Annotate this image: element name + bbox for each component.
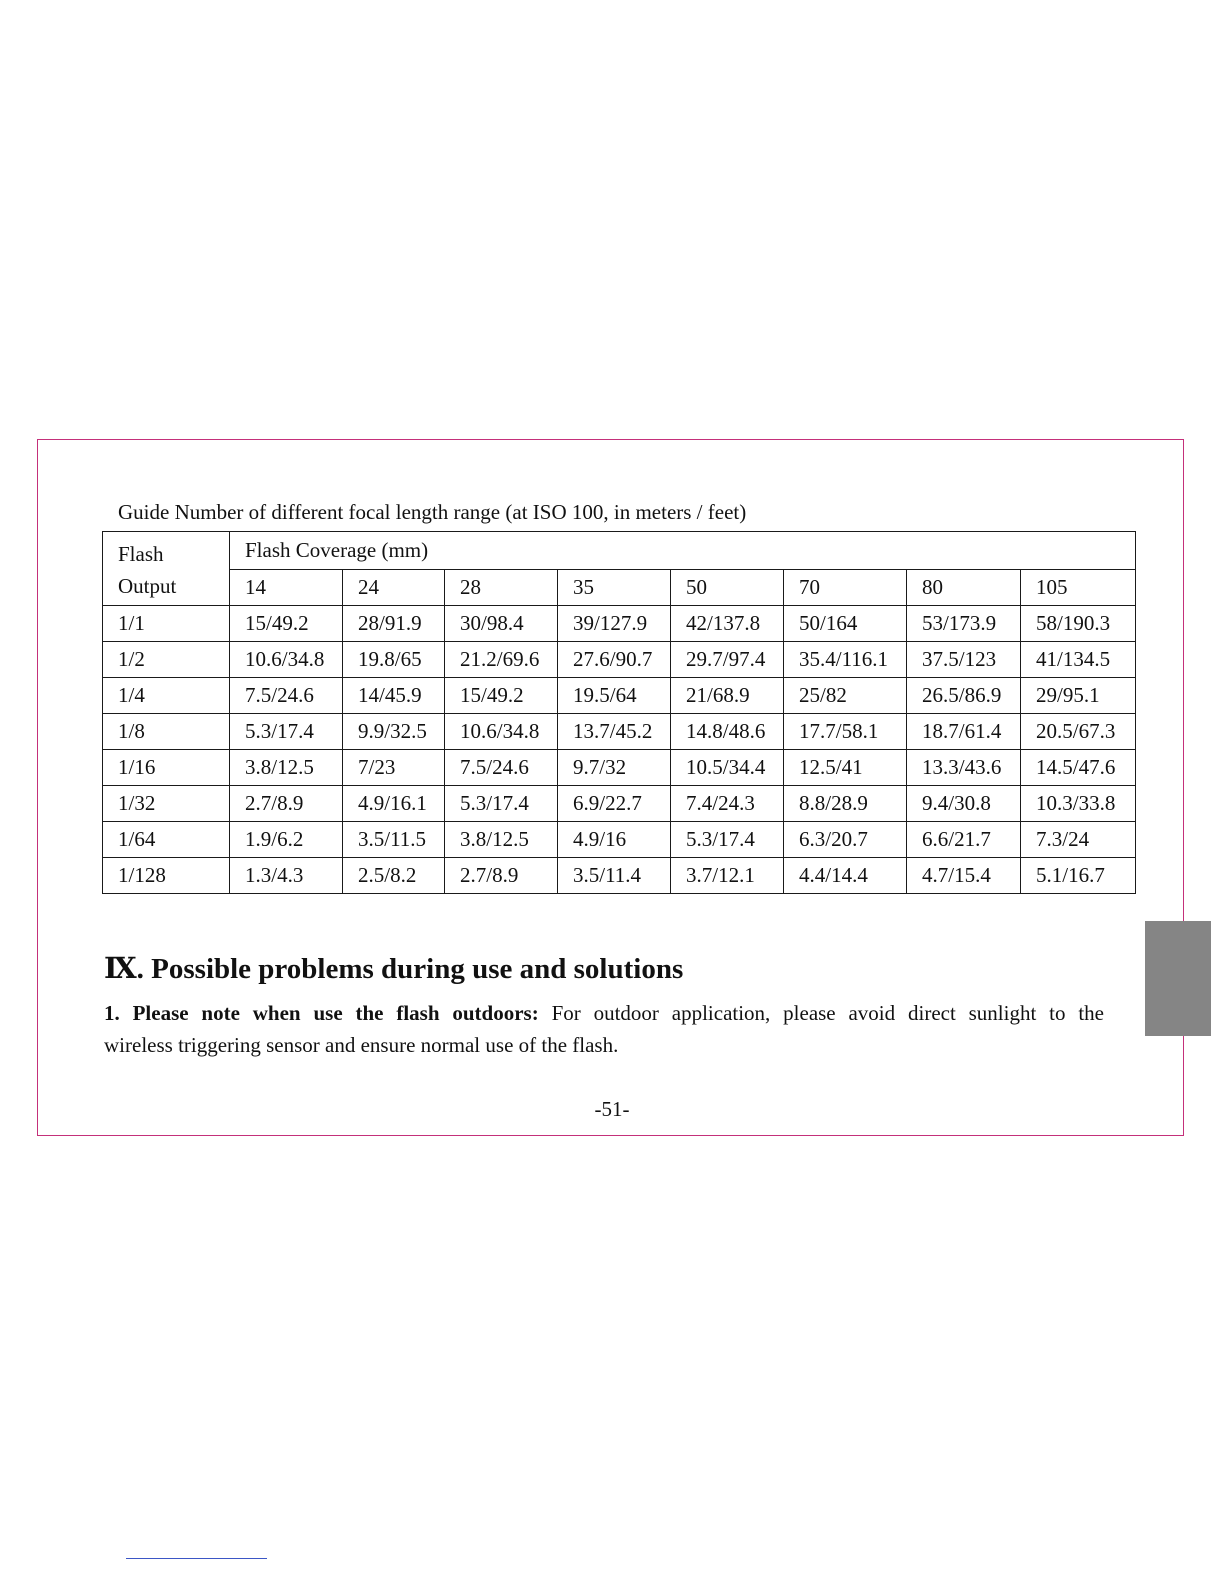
flash-output-cell: 1/128 [103,858,230,894]
guide-number-cell: 9.9/32.5 [343,714,445,750]
outdoor-note-paragraph [104,997,1104,1061]
page-number: -51- [594,1097,630,1121]
guide-number-cell: 14.5/47.6 [1021,750,1136,786]
guide-number-cell: 1.9/6.2 [230,822,343,858]
table-row [103,714,1136,750]
guide-number-cell: 7.4/24.3 [671,786,784,822]
guide-number-cell: 7/23 [343,750,445,786]
table-row [103,642,1136,678]
table-caption: Guide Number of different focal length range (at ISO 100, in meters / feet) [118,500,747,524]
guide-number-cell: 19.8/65 [343,642,445,678]
guide-number-cell: 9.4/30.8 [907,786,1021,822]
guide-number-cell: 4.9/16 [558,822,671,858]
guide-number-cell: 6.3/20.7 [784,822,907,858]
guide-number-cell: 21/68.9 [671,678,784,714]
table-row [103,750,1136,786]
guide-number-cell: 29/95.1 [1021,678,1136,714]
guide-number-cell: 30/98.4 [445,606,558,642]
flash-output-cell: 1/32 [103,786,230,822]
guide-number-cell: 2.5/8.2 [343,858,445,894]
guide-number-cell: 15/49.2 [230,606,343,642]
guide-number-cell: 5.3/17.4 [445,786,558,822]
guide-number-cell: 2.7/8.9 [230,786,343,822]
guide-number-cell: 10.3/33.8 [1021,786,1136,822]
flash-output-header-line1: Flash [118,542,164,566]
note-lead: 1. Please note when use the flash outdoors: [104,1001,539,1025]
guide-number-table [102,531,1136,894]
guide-number-cell: 13.7/45.2 [558,714,671,750]
focal-length-header: 50 [671,570,784,606]
guide-number-cell: 7.5/24.6 [445,750,558,786]
focal-length-row [103,570,1136,606]
guide-number-cell: 3.5/11.4 [558,858,671,894]
flash-coverage-header: Flash Coverage (mm) [230,532,1136,570]
guide-number-cell: 41/134.5 [1021,642,1136,678]
guide-number-cell: 6.6/21.7 [907,822,1021,858]
guide-number-cell: 5.3/17.4 [671,822,784,858]
guide-number-cell: 5.1/16.7 [1021,858,1136,894]
chapter-side-tab [1145,921,1211,1036]
guide-number-cell: 4.9/16.1 [343,786,445,822]
table-row [103,606,1136,642]
guide-number-cell: 3.8/12.5 [445,822,558,858]
flash-output-cell: 1/2 [103,642,230,678]
focal-length-header: 35 [558,570,671,606]
guide-number-cell: 17.7/58.1 [784,714,907,750]
guide-number-cell: 50/164 [784,606,907,642]
guide-number-cell: 20.5/67.3 [1021,714,1136,750]
guide-number-cell: 39/127.9 [558,606,671,642]
guide-number-cell: 9.7/32 [558,750,671,786]
guide-number-cell: 12.5/41 [784,750,907,786]
guide-number-cell: 19.5/64 [558,678,671,714]
guide-number-cell: 14/45.9 [343,678,445,714]
guide-number-cell: 28/91.9 [343,606,445,642]
guide-number-cell: 25/82 [784,678,907,714]
guide-number-cell: 8.8/28.9 [784,786,907,822]
footer-rule [126,1558,267,1559]
focal-length-header: 80 [907,570,1021,606]
table-row [103,786,1136,822]
guide-number-cell: 37.5/123 [907,642,1021,678]
table-row [103,678,1136,714]
guide-number-cell: 7.5/24.6 [230,678,343,714]
guide-number-cell: 7.3/24 [1021,822,1136,858]
focal-length-header: 14 [230,570,343,606]
guide-number-cell: 53/173.9 [907,606,1021,642]
guide-number-cell: 4.7/15.4 [907,858,1021,894]
guide-number-cell: 13.3/43.6 [907,750,1021,786]
table-header-row [103,532,1136,570]
flash-output-cell: 1/64 [103,822,230,858]
flash-output-cell: 1/4 [103,678,230,714]
paragraph-line-1 [104,997,1104,1029]
guide-number-cell: 6.9/22.7 [558,786,671,822]
flash-output-cell: 1/1 [103,606,230,642]
guide-number-cell: 2.7/8.9 [445,858,558,894]
guide-number-cell: 4.4/14.4 [784,858,907,894]
guide-number-cell: 21.2/69.6 [445,642,558,678]
guide-number-cell: 14.8/48.6 [671,714,784,750]
focal-length-header: 28 [445,570,558,606]
guide-number-cell: 3.8/12.5 [230,750,343,786]
guide-number-cell: 1.3/4.3 [230,858,343,894]
guide-number-cell: 35.4/116.1 [784,642,907,678]
note-text-line2: wireless triggering sensor and ensure normal use of the flash. [104,1033,619,1057]
guide-number-cell: 42/137.8 [671,606,784,642]
section-title: Ⅸ. Possible problems during use and solutions [104,953,684,985]
guide-number-cell: 5.3/17.4 [230,714,343,750]
note-text-line1: For outdoor application, please avoid direct sunlight to the [551,1001,1105,1025]
guide-number-cell: 58/190.3 [1021,606,1136,642]
focal-length-header: 105 [1021,570,1136,606]
guide-number-cell: 10.6/34.8 [230,642,343,678]
guide-number-cell: 29.7/97.4 [671,642,784,678]
flash-output-header [103,532,230,606]
guide-number-cell: 10.6/34.8 [445,714,558,750]
guide-number-cell: 18.7/61.4 [907,714,1021,750]
focal-length-header: 70 [784,570,907,606]
flash-output-cell: 1/8 [103,714,230,750]
guide-number-cell: 3.7/12.1 [671,858,784,894]
guide-number-cell: 27.6/90.7 [558,642,671,678]
guide-number-cell: 15/49.2 [445,678,558,714]
guide-number-cell: 3.5/11.5 [343,822,445,858]
flash-output-cell: 1/16 [103,750,230,786]
flash-output-header-line2: Output [118,574,177,598]
table-row [103,858,1136,894]
table-row [103,822,1136,858]
guide-number-cell: 10.5/34.4 [671,750,784,786]
focal-length-header: 24 [343,570,445,606]
guide-number-cell: 26.5/86.9 [907,678,1021,714]
